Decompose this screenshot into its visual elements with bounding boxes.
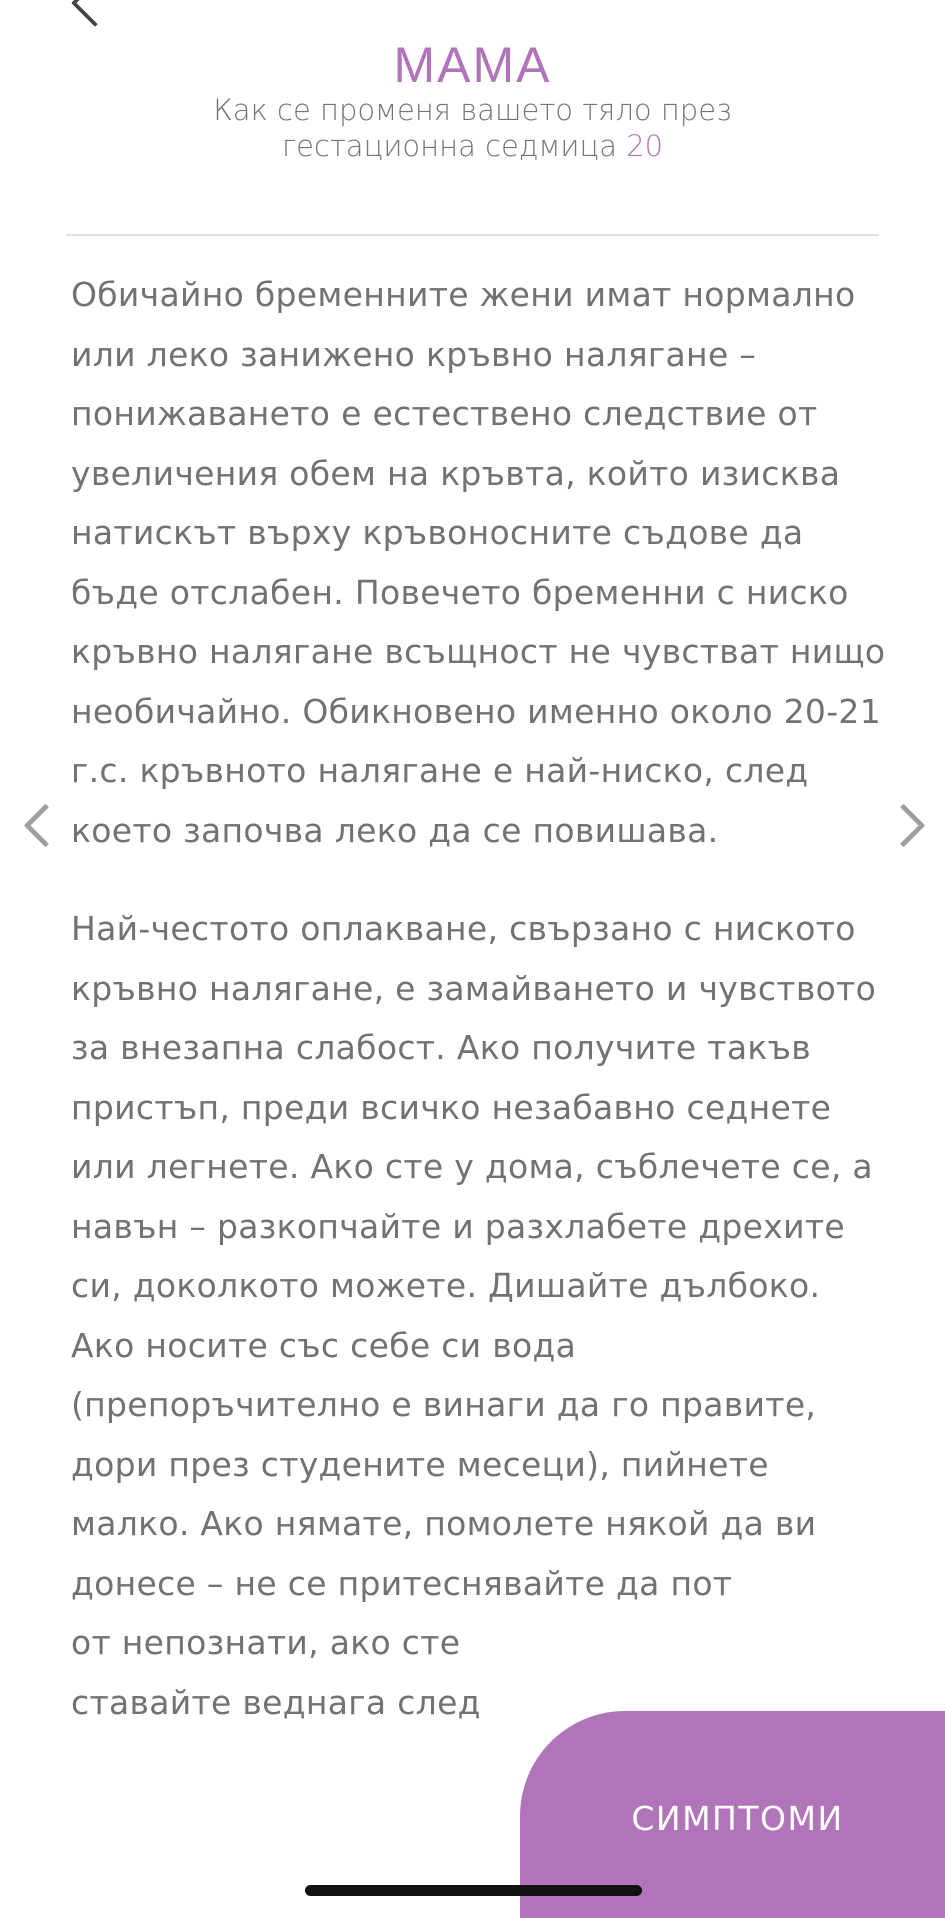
home-indicator <box>305 1885 642 1896</box>
back-chevron-icon[interactable] <box>71 0 119 27</box>
article-body <box>71 265 891 1732</box>
subtitle-text: Как се променя вашето тяло през гестационна седмица <box>213 93 732 163</box>
previous-week-chevron-icon[interactable] <box>24 804 68 848</box>
divider <box>66 234 879 236</box>
page-subtitle <box>160 92 785 164</box>
page-title: МАМА <box>393 36 552 93</box>
week-number: 20 <box>626 129 664 163</box>
paragraph: Обичайно бременните жени имат нормално или леко занижено кръвно налягане – понижаването е естествено следствие от увеличения обем на кръвта, който изисква натискът върху кръвоносните съдове да бъде отслабен. Повечето бременни с ниско кръвно налягане всъщност не чувстват нищо необичайно. Обикновено именно около 20-21 г.с. кръвното налягане е най-ниско, след което започва леко да се повишава. <box>71 275 886 850</box>
symptoms-button-label: СИМПТОМИ <box>631 1799 844 1838</box>
paragraph: Най-честото оплакване, свързано с ниското кръвно налягане, е замайването и чувството за внезапна слабост. Ако получите такъв пристъп, преди всичко незабавно седнете или легнете. Ако сте у дома, съблечете се, а навън – разкопчайте и разхлабете дрехите си, доколкото можете. Дишайте дълбоко. Ако носите със себе си вода (препоръчително е винаги да го правите, дори през студените месеци), пийнете малко. Ако нямате, помолете някой да ви донесе – не се притеснявайте да пот от непознати, ако сте ставайте веднага след <box>71 909 877 1722</box>
